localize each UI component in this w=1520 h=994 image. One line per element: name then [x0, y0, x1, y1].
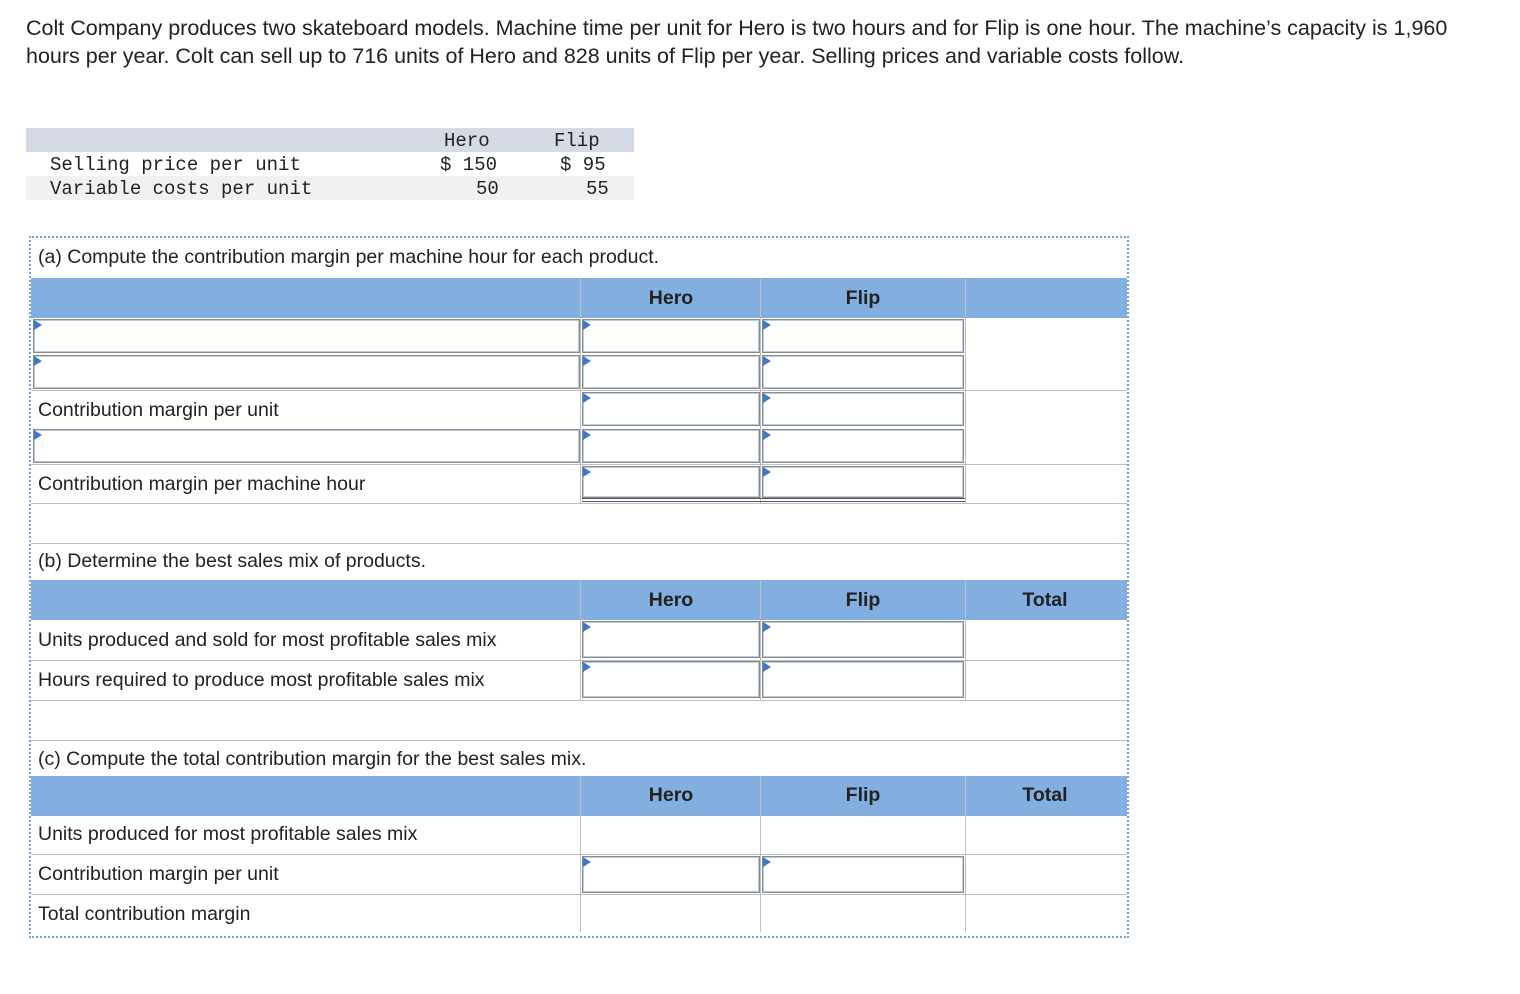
part-c-col-hero: Hero: [648, 784, 694, 806]
part-a-cm-unit-flip-input[interactable]: [762, 392, 964, 426]
part-b-header: [31, 580, 1127, 620]
part-b-hours-label: Hours required to produce most profitable sales mix: [38, 669, 485, 691]
part-b-units-hero-input[interactable]: [582, 621, 760, 658]
given-data-table: [26, 128, 634, 200]
part-c-col-total: Total: [1022, 784, 1068, 806]
part-a-row1-label-input[interactable]: [33, 319, 580, 353]
given-row-variable-costs: [26, 176, 634, 200]
problem-statement: Colt Company produces two skateboard models. Machine time per unit for Hero is two hours and for Flip is one hour. The machine’s capacity is 1,960 hours per year. Colt can sell up to 716 units of Hero and 828 units of Flip per year. Selling prices and variable costs follow.: [26, 16, 1448, 68]
given-hero-value: $ 150: [440, 154, 498, 176]
given-col-hero: Hero: [444, 130, 490, 152]
part-b-col-total: Total: [1022, 589, 1068, 611]
part-b-title: (b) Determine the best sales mix of products.: [38, 550, 426, 572]
part-c-header: [31, 776, 1127, 816]
part-c-cm-unit-flip-input[interactable]: [762, 856, 964, 893]
part-a-row1-flip-input[interactable]: [762, 319, 964, 353]
given-row-label: Selling price per unit: [50, 154, 301, 176]
given-row-selling-price: [26, 152, 634, 176]
part-a-row2-flip-input[interactable]: [762, 355, 964, 389]
given-col-flip: Flip: [554, 130, 600, 152]
part-a-row2-label-input[interactable]: [33, 355, 580, 389]
part-a-title: (a) Compute the contribution margin per machine hour for each product.: [38, 246, 660, 268]
part-a-cm-hour-flip-input[interactable]: [762, 466, 964, 498]
part-b-hours-hero-input[interactable]: [582, 661, 760, 698]
part-b-units-label: Units produced and sold for most profitable sales mix: [38, 629, 497, 651]
given-flip-value: $ 95: [560, 154, 606, 176]
part-a-row4-hero-input[interactable]: [582, 429, 760, 463]
part-c-total-label: Total contribution margin: [38, 903, 251, 925]
part-a-col-flip: Flip: [845, 287, 881, 309]
part-a-col-hero: Hero: [648, 287, 694, 309]
part-a-cm-unit-hero-input[interactable]: [582, 392, 760, 426]
part-b-units-flip-input[interactable]: [762, 621, 964, 658]
part-c-cm-unit-hero-input[interactable]: [582, 856, 760, 893]
double-underline: [582, 498, 965, 502]
given-table-header: [26, 128, 634, 152]
part-c-cm-unit-label: Contribution margin per unit: [38, 863, 279, 885]
given-flip-value: 55: [586, 178, 609, 200]
part-b-col-flip: Flip: [845, 589, 881, 611]
part-a-header: [31, 278, 1127, 318]
part-a-row4-label-input[interactable]: [33, 429, 580, 463]
part-c-col-flip: Flip: [845, 784, 881, 806]
part-c-title: (c) Compute the total contribution margin for the best sales mix.: [38, 748, 587, 770]
part-a-row4-flip-input[interactable]: [762, 429, 964, 463]
part-a-cm-hour-hero-input[interactable]: [582, 466, 760, 498]
part-b-col-hero: Hero: [648, 589, 694, 611]
part-a-row2-hero-input[interactable]: [582, 355, 760, 389]
part-b-hours-flip-input[interactable]: [762, 661, 964, 698]
given-row-label: Variable costs per unit: [50, 178, 313, 200]
given-hero-value: 50: [476, 178, 499, 200]
part-c-units-label: Units produced for most profitable sales mix: [38, 823, 418, 845]
part-a-row1-hero-input[interactable]: [582, 319, 760, 353]
part-a-cm-unit-label: Contribution margin per unit: [38, 399, 279, 421]
part-a-cm-hour-label: Contribution margin per machine hour: [38, 473, 366, 495]
